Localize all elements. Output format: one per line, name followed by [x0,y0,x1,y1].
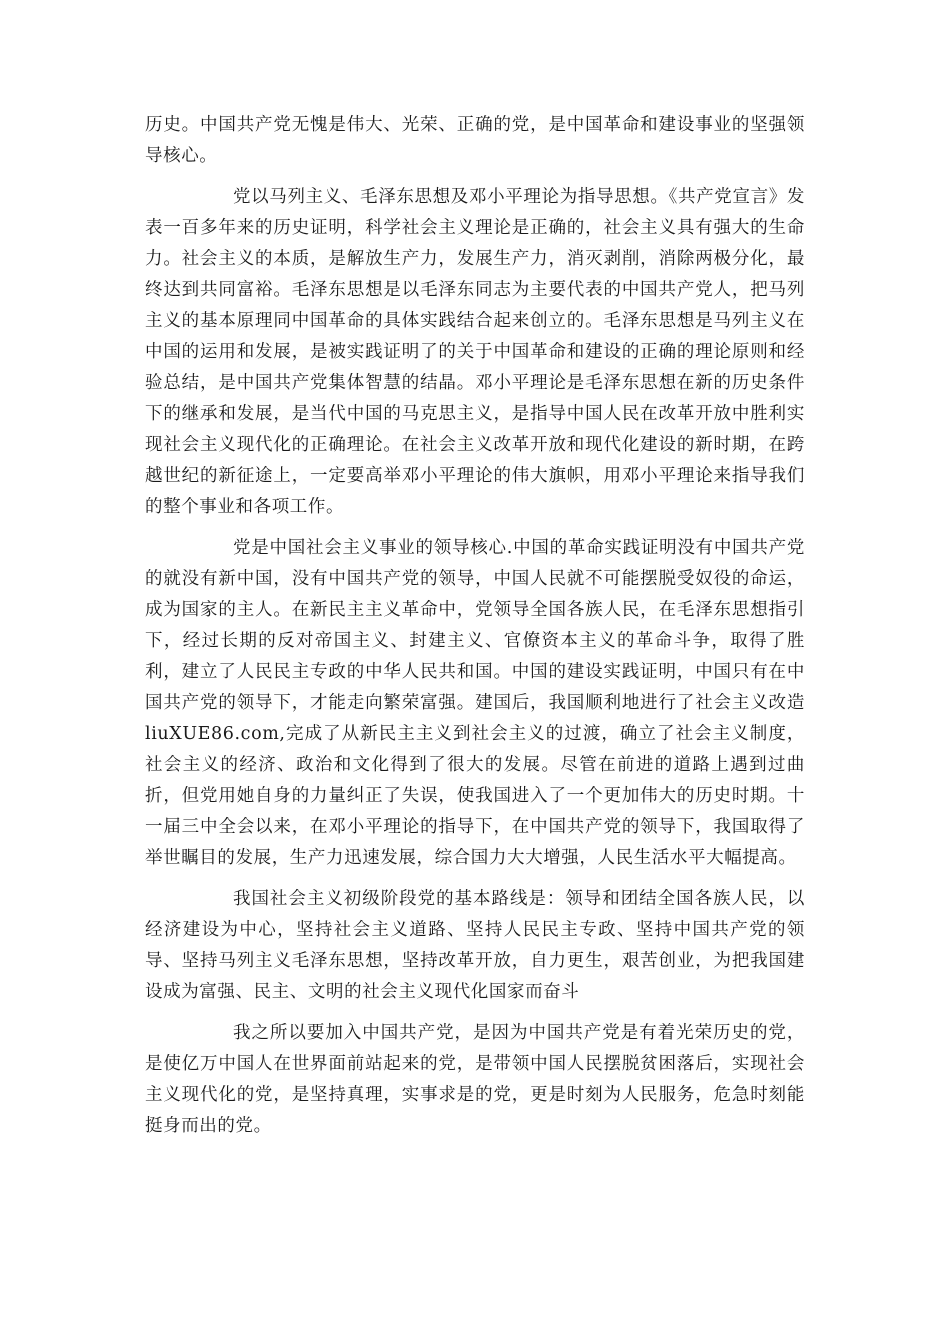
paragraph-1: 历史。中国共产党无愧是伟大、光荣、正确的党，是中国革命和建设事业的坚强领导核心。 [145,115,805,166]
paragraph-4: 我国社会主义初级阶段党的基本路线是：领导和团结全国各族人民，以经济建设为中心，坚持社会主义道路、坚持人民民主专政、坚持中国共产党的领导、坚持马列主义毛泽东思想，坚持改革开放，自力更生，艰苦创业，为把我国建设成为富强、民主、文明的社会主义现代化国家而奋斗 [145,889,805,1002]
paragraph-5: 我之所以要加入中国共产党，是因为中国共产党是有着光荣历史的党，是使亿万中国人在世界面前站起来的党，是带领中国人民摆脱贫困落后，实现社会主义现代化的党，是坚持真理，实事求是的党，更是时刻为人民服务，危急时刻能挺身而出的党。 [145,1023,805,1136]
document-body [145,110,805,1152]
paragraph-2: 党以马列主义、毛泽东思想及邓小平理论为指导思想。《共产党宣言》发表一百多年来的历史证明，科学社会主义理论是正确的，社会主义具有强大的生命力。社会主义的本质，是解放生产力，发展生产力，消灭剥削，消除两极分化，最终达到共同富裕。毛泽东思想是以毛泽东同志为主要代表的中国共产党人，把马列主义的基本原理同中国革命的具体实践结合起来创立的。毛泽东思想是马列主义在中国的运用和发展，是被实践证明了的关于中国革命和建设的正确的理论原则和经验总结，是中国共产党集体智慧的结晶。邓小平理论是毛泽东思想在新的历史条件下的继承和发展，是当代中国的马克思主义，是指导中国人民在改革开放中胜利实现社会主义现代化的正确理论。在社会主义改革开放和现代化建设的新时期，在跨越世纪的新征途上，一定要高举邓小平理论的伟大旗帜，用邓小平理论来指导我们的整个事业和各项工作。 [145,187,805,517]
paragraph-3: 党是中国社会主义事业的领导核心.中国的革命实践证明没有中国共产党的就没有新中国，没有中国共产党的领导，中国人民就不可能摆脱受奴役的命运，成为国家的主人。在新民主主义革命中，党领导全国各族人民，在毛泽东思想指引下，经过长期的反对帝国主义、封建主义、官僚资本主义的革命斗争，取得了胜利，建立了人民民主专政的中华人民共和国。中国的建设实践证明，中国只有在中国共产党的领导下，才能走向繁荣富强。建国后，我国顺利地进行了社会主义改造 liuXUE86.com,完成了从新民主主义到社会主义的过渡，确立了社会主义制度，社会主义的经济、政治和文化得到了很大的发展。尽管在前进的道路上遇到过曲折，但党用她自身的力量纠正了失误，使我国进入了一个更加伟大的历史时期。十一届三中全会以来，在邓小平理论的指导下，在中国共产党的领导下，我国取得了举世瞩目的发展，生产力迅速发展，综合国力大大增强，人民生活水平大幅提高。 [145,538,805,868]
